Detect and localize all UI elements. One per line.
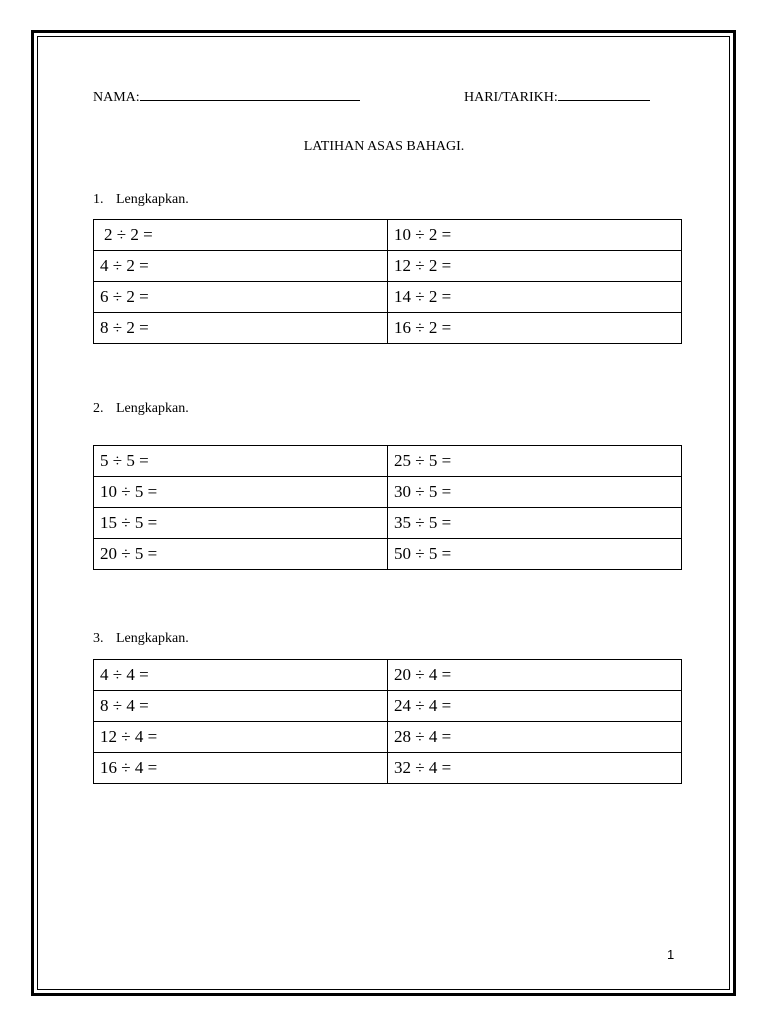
exercise-cell[interactable]: 4 ÷ 4 = (94, 660, 388, 691)
exercise-cell[interactable]: 12 ÷ 2 = (388, 251, 682, 282)
exercise-cell[interactable]: 16 ÷ 4 = (94, 753, 388, 784)
instruction-text: Lengkapkan. (116, 631, 189, 646)
table-row (94, 220, 682, 251)
name-label: NAMA: (93, 90, 140, 105)
section-1-table (93, 219, 682, 344)
exercise-cell[interactable]: 6 ÷ 2 = (94, 282, 388, 313)
section-2-instruction (93, 401, 189, 417)
section-3-table (93, 659, 682, 784)
exercise-cell[interactable]: 10 ÷ 2 = (388, 220, 682, 251)
exercise-cell[interactable]: 28 ÷ 4 = (388, 722, 682, 753)
table-row (94, 660, 682, 691)
table-row (94, 539, 682, 570)
instruction-text: Lengkapkan. (116, 192, 189, 207)
date-blank-line[interactable] (558, 88, 650, 101)
section-number: 2. (93, 401, 104, 416)
exercise-cell[interactable]: 10 ÷ 5 = (94, 477, 388, 508)
worksheet-title: LATIHAN ASAS BAHAGI. (303, 139, 465, 154)
name-blank-line[interactable] (140, 88, 360, 101)
exercise-cell[interactable]: 32 ÷ 4 = (388, 753, 682, 784)
date-field (464, 88, 650, 106)
exercise-cell[interactable]: 8 ÷ 4 = (94, 691, 388, 722)
exercise-cell[interactable]: 20 ÷ 4 = (388, 660, 682, 691)
table-row (94, 722, 682, 753)
exercise-cell[interactable]: 8 ÷ 2 = (94, 313, 388, 344)
date-label: HARI/TARIKH: (464, 90, 558, 105)
exercise-cell[interactable]: 24 ÷ 4 = (388, 691, 682, 722)
table-row (94, 753, 682, 784)
section-1-instruction (93, 192, 189, 208)
instruction-text: Lengkapkan. (116, 401, 189, 416)
exercise-cell[interactable]: 5 ÷ 5 = (94, 446, 388, 477)
table-row (94, 282, 682, 313)
exercise-cell[interactable]: 14 ÷ 2 = (388, 282, 682, 313)
exercise-cell[interactable]: 30 ÷ 5 = (388, 477, 682, 508)
exercise-cell[interactable]: 12 ÷ 4 = (94, 722, 388, 753)
exercise-cell[interactable]: 16 ÷ 2 = (388, 313, 682, 344)
table-row (94, 508, 682, 539)
exercise-cell[interactable]: 15 ÷ 5 = (94, 508, 388, 539)
exercise-cell[interactable]: 2 ÷ 2 = (94, 220, 388, 251)
exercise-cell[interactable]: 4 ÷ 2 = (94, 251, 388, 282)
table-row (94, 446, 682, 477)
section-2-table (93, 445, 682, 570)
name-field (93, 88, 360, 106)
exercise-cell[interactable]: 20 ÷ 5 = (94, 539, 388, 570)
section-3-instruction (93, 631, 189, 647)
exercise-cell[interactable]: 50 ÷ 5 = (388, 539, 682, 570)
table-row (94, 477, 682, 508)
exercise-cell[interactable]: 35 ÷ 5 = (388, 508, 682, 539)
exercise-cell[interactable]: 25 ÷ 5 = (388, 446, 682, 477)
table-row (94, 313, 682, 344)
table-row (94, 691, 682, 722)
table-row (94, 251, 682, 282)
section-number: 1. (93, 192, 104, 207)
page-number: 1 (667, 947, 675, 962)
section-number: 3. (93, 631, 104, 646)
